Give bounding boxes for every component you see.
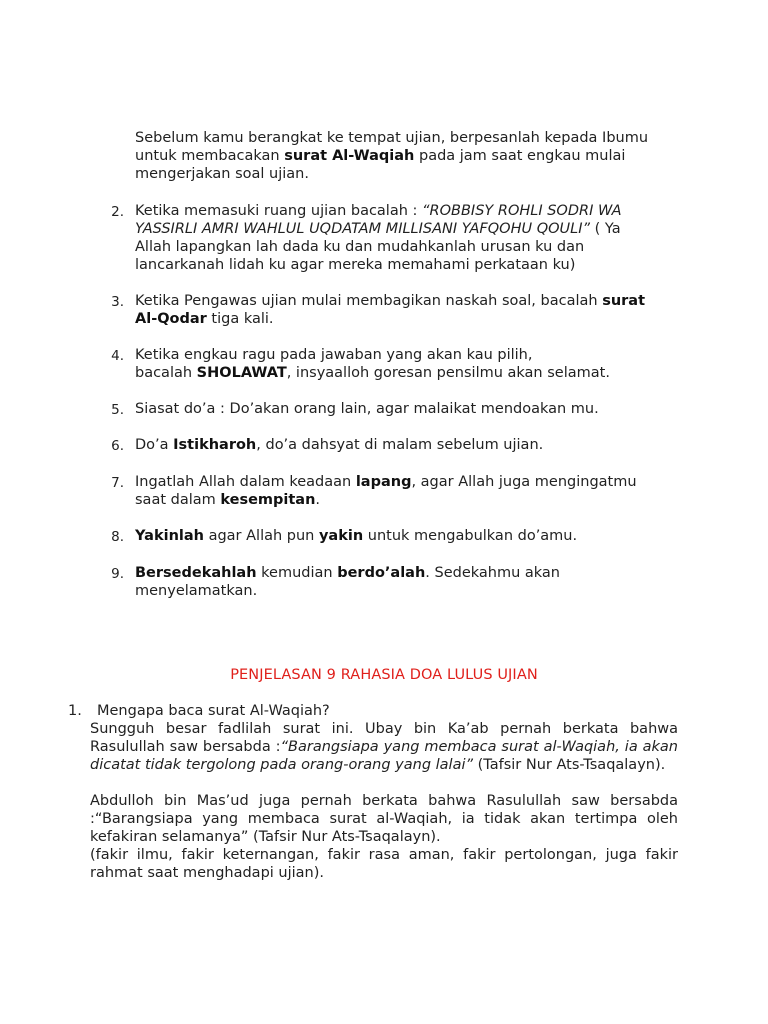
item-3-line-2: Al-Qodar tiga kali. bbox=[135, 311, 274, 327]
item-2-line-2: YASSIRLI AMRI WAHLUL UQDATAM MILLISANI YAFQOHU QOULI” ( Ya bbox=[135, 221, 621, 237]
item-5-line-1: Siasat do’a : Do’akan orang lain, agar malaikat mendoakan mu. bbox=[135, 401, 599, 417]
item-number: 4. bbox=[111, 348, 124, 364]
section-heading: PENJELASAN 9 RAHASIA DOA LULUS UJIAN bbox=[230, 667, 538, 683]
section-number: 1. bbox=[68, 703, 82, 719]
section-paragraph-2: Abdulloh bin Mas’ud juga pernah berkata bahwa Rasulullah saw bersabda :“Barangsiapa yang membaca surat al-Waqiah, ia tidak akan tertimpa oleh kefakiran selamanya” (Tafsir Nur Ats-Tsaqalayn). bbox=[90, 793, 678, 845]
section-title: Mengapa baca surat Al-Waqiah? bbox=[97, 703, 330, 719]
item-number: 5. bbox=[111, 402, 124, 418]
item-number: 8. bbox=[111, 529, 124, 545]
item-2-line-4: lancarkanah lidah ku agar mereka memahami perkataan ku) bbox=[135, 257, 576, 273]
item-4-line-1: Ketika engkau ragu pada jawaban yang akan kau pilih, bbox=[135, 347, 533, 363]
item-number: 7. bbox=[111, 475, 124, 491]
item-7-line-1: Ingatlah Allah dalam keadaan lapang, agar Allah juga mengingatmu bbox=[135, 474, 637, 490]
item-number: 2. bbox=[111, 204, 124, 220]
item-8-line-1: Yakinlah agar Allah pun yakin untuk mengabulkan do’amu. bbox=[135, 528, 578, 544]
intro-line-2: untuk membacakan surat Al-Waqiah pada jam saat engkau mulai bbox=[135, 148, 626, 164]
item-9-line-1: Bersedekahlah kemudian berdo’alah. Sedekahmu akan bbox=[135, 565, 560, 581]
item-7-line-2: saat dalam kesempitan. bbox=[135, 492, 321, 508]
intro-line-3: mengerjakan soal ujian. bbox=[135, 166, 309, 182]
intro-line-1: Sebelum kamu berangkat ke tempat ujian, berpesanlah kepada Ibumu bbox=[135, 130, 649, 146]
item-number: 9. bbox=[111, 566, 124, 582]
section-paragraph-1: Sungguh besar fadlilah surat ini. Ubay bin Ka’ab pernah berkata bahwa Rasulullah saw bersabda :“Barangsiapa yang membaca surat al-Waqiah, ia akan dicatat tidak tergolong pada orang-orang yang lalai” (Tafsir Nur Ats-Tsaqalayn). bbox=[90, 721, 678, 773]
item-6-line-1: Do’a Istikharoh, do’a dahsyat di malam sebelum ujian. bbox=[135, 437, 544, 453]
section-paragraph-3: (fakir ilmu, fakir keternangan, fakir rasa aman, fakir pertolongan, juga fakir rahmat saat menghadapi ujian). bbox=[90, 847, 678, 881]
item-number: 3. bbox=[111, 294, 124, 310]
item-9-line-2: menyelamatkan. bbox=[135, 583, 258, 599]
item-number: 6. bbox=[111, 438, 124, 454]
item-2-line-3: Allah lapangkan lah dada ku dan mudahkanlah urusan ku dan bbox=[135, 239, 585, 255]
item-4-line-2: bacalah SHOLAWAT, insyaalloh goresan pensilmu akan selamat. bbox=[135, 365, 610, 381]
item-3-line-1: Ketika Pengawas ujian mulai membagikan naskah soal, bacalah surat bbox=[135, 293, 646, 309]
item-2-line-1: Ketika memasuki ruang ujian bacalah : “ROBBISY ROHLI SODRI WA bbox=[135, 203, 622, 219]
